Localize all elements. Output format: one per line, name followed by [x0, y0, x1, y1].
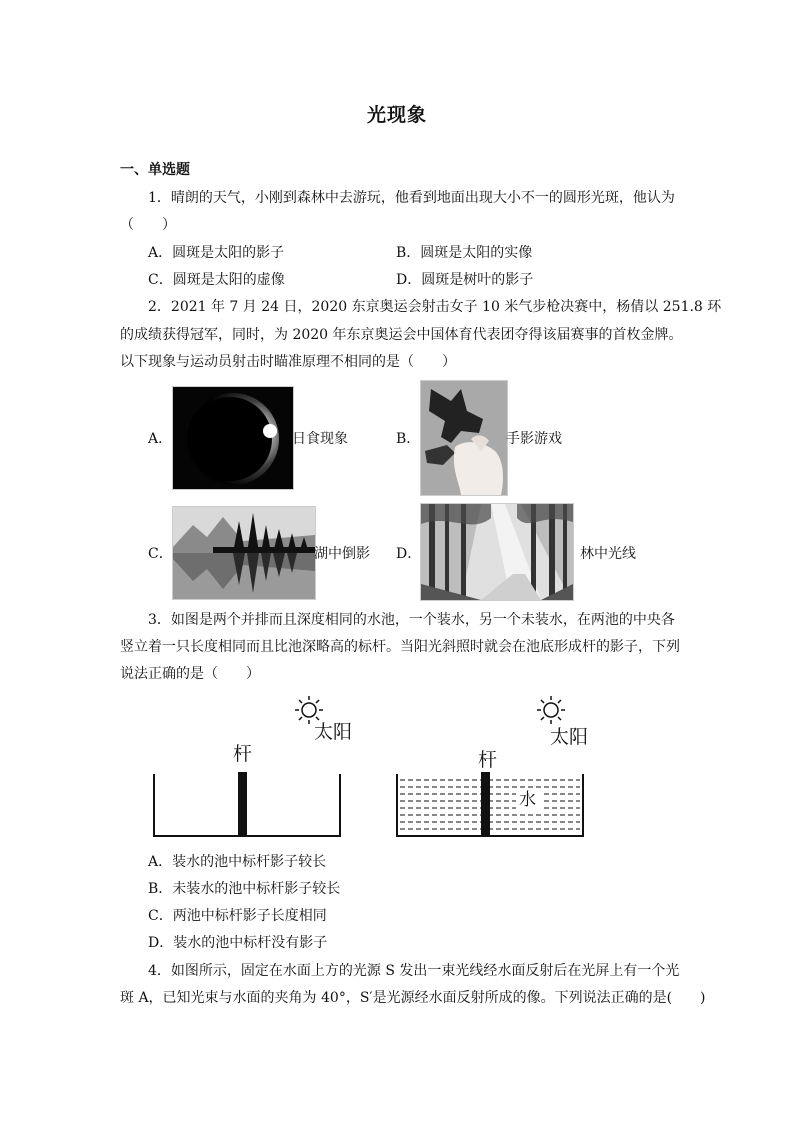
q2-option-b-caption: 手影游戏: [506, 431, 562, 447]
pole-label-left: 杆: [233, 743, 253, 765]
q2-option-a-caption: 日食现象: [292, 431, 348, 447]
q2-stem-line3: 以下现象与运动员射击时瞄准原理不相同的是（ ）: [120, 354, 456, 370]
q2-stem-line1: 2．2021 年 7 月 24 日，2020 东京奥运会射击女子 10 米气步枪决赛中，杨倩以 251.8 环: [148, 299, 722, 315]
forest-light-photo: [420, 503, 574, 601]
q2-option-b-letter[interactable]: B．: [396, 431, 421, 447]
section-heading: 一、单选题: [120, 162, 190, 178]
sun-label-right: 太阳: [550, 726, 589, 748]
lake-reflection-photo: [172, 506, 316, 600]
q2-option-d-letter[interactable]: D．: [396, 546, 422, 562]
sun-icon: [537, 696, 565, 724]
q1-stem-line2: （ ）: [120, 217, 176, 233]
q2-option-d-caption: 林中光线: [580, 546, 636, 562]
pole-label-right: 杆: [478, 749, 498, 771]
eclipse-photo: [172, 386, 294, 490]
q1-option-d[interactable]: D．圆斑是树叶的影子: [396, 272, 534, 288]
q4-stem-line1: 4．如图所示，固定在水面上方的光源 S 发出一束光线经水面反射后在光屏上有一个光: [148, 963, 680, 979]
dry-pool-pole: [238, 772, 247, 836]
q3-option-a[interactable]: A．装水的池中标杆影子较长: [148, 854, 327, 870]
q4-stem-line2: 斑 A，已知光束与水面的夹角为 40°，S′是光源经水面反射所成的像。下列说法正确的是( ): [120, 990, 706, 1006]
sun-label-left: 太阳: [314, 721, 353, 743]
q2-option-c-letter[interactable]: C．: [148, 546, 173, 562]
q1-option-a[interactable]: A．圆斑是太阳的影子: [148, 245, 285, 261]
q3-stem-line2: 竖立着一只长度相同而且比池深略高的标杆。当阳光斜照时就会在池底形成杆的影子，下列: [120, 639, 680, 655]
q3-option-c[interactable]: C．两池中标杆影子长度相同: [148, 908, 327, 924]
q3-option-b[interactable]: B．未装水的池中标杆影子较长: [148, 881, 341, 897]
page-title: 光现象: [366, 104, 427, 126]
q3-stem-line3: 说法正确的是（ ）: [120, 666, 260, 682]
q2-stem-line2: 的成绩获得冠军，同时，为 2020 年东京奥运会中国体育代表团夺得该届赛事的首枚金牌。: [120, 327, 683, 343]
water-pool-pole: [481, 772, 490, 836]
q1-option-c[interactable]: C．圆斑是太阳的虚像: [148, 272, 285, 288]
water-label: 水: [519, 790, 536, 810]
q3-option-d[interactable]: D．装水的池中标杆没有影子: [148, 935, 328, 951]
q2-option-a-letter[interactable]: A．: [148, 431, 173, 447]
q1-option-b[interactable]: B．圆斑是太阳的实像: [396, 245, 533, 261]
q2-option-c-caption: 湖中倒影: [314, 546, 370, 562]
hand-shadow-photo: [420, 380, 508, 496]
sun-icon: [295, 696, 323, 724]
pools-figure: [140, 690, 600, 840]
q3-stem-line1: 3．如图是两个并排而且深度相同的水池，一个装水，另一个未装水，在两池的中央各: [148, 612, 675, 628]
q1-stem-line1: 1．晴朗的天气，小刚到森林中去游玩，他看到地面出现大小不一的圆形光斑，他认为: [148, 190, 675, 206]
